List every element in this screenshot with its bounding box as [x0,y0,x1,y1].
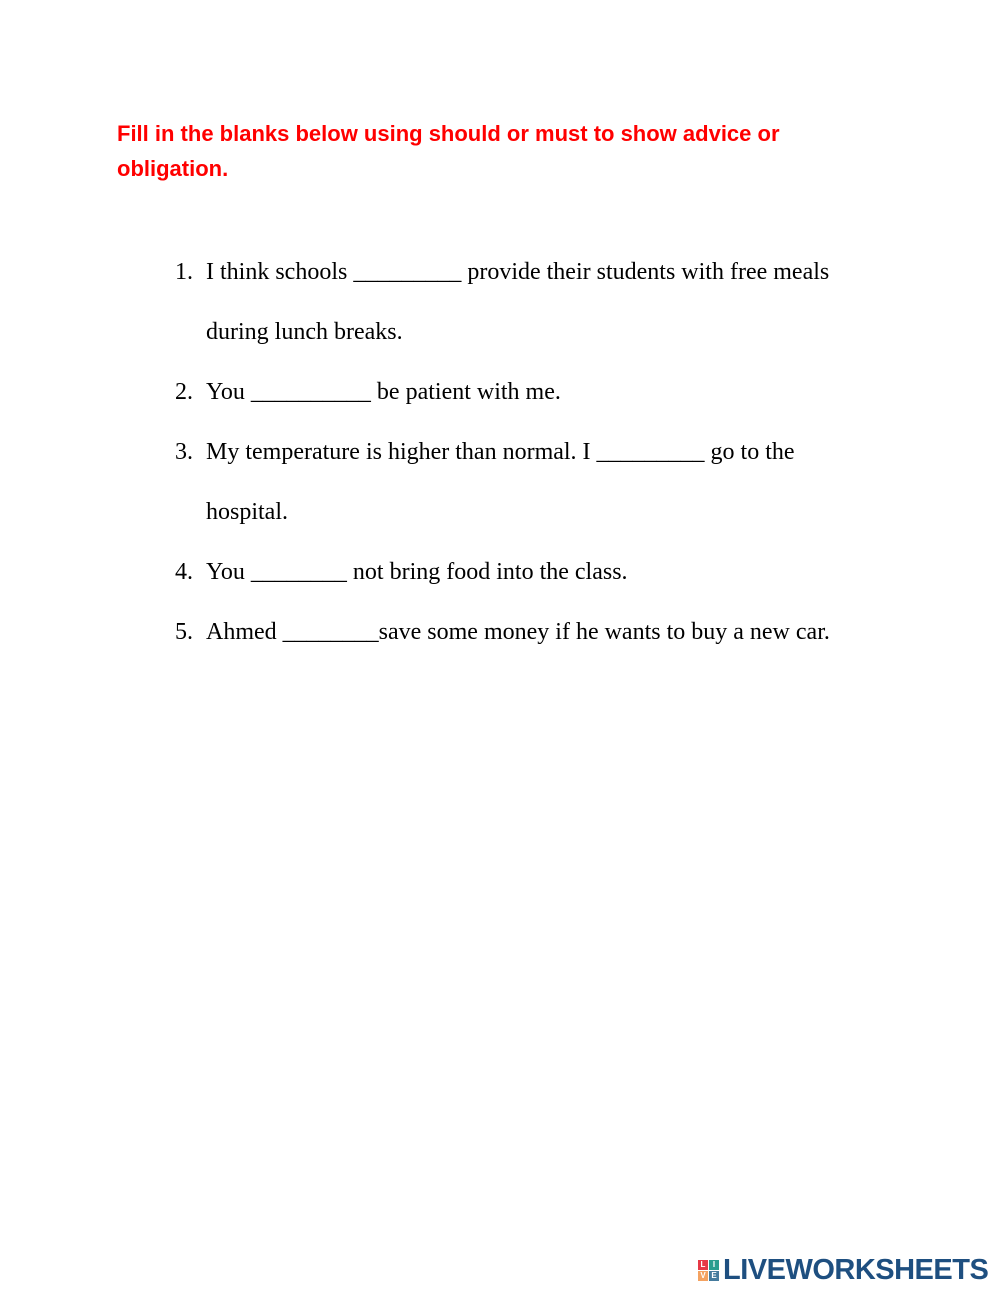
question-list [175,242,875,662]
logo-block: V [698,1271,708,1281]
logo-block: E [709,1271,719,1281]
liveworksheets-logo[interactable] [698,1254,988,1286]
instruction-heading: Fill in the blanks below using should or must to show advice or obligation. [117,121,780,181]
question-text: You __________ be patient with me. [206,379,561,405]
logo-blocks-icon [698,1260,719,1281]
question-number: 3. [175,439,193,465]
question-item [175,602,875,662]
question-item [175,422,875,542]
question-number: 1. [175,259,193,285]
question-text: My temperature is higher than normal. I _________ go to the hospital. [206,439,795,525]
question-number: 4. [175,559,193,585]
question-text: You ________ not bring food into the class. [206,559,628,585]
logo-text: LIVEWORKSHEETS [723,1254,989,1286]
question-number: 2. [175,379,193,405]
question-text: I think schools _________ provide their students with free meals during lunch breaks. [206,259,830,345]
question-item [175,242,875,362]
question-item [175,362,875,422]
question-item [175,542,875,602]
logo-block: L [698,1260,708,1270]
question-text: Ahmed ________save some money if he wants to buy a new car. [206,619,830,645]
question-number: 5. [175,619,193,645]
logo-block: I [709,1260,719,1270]
